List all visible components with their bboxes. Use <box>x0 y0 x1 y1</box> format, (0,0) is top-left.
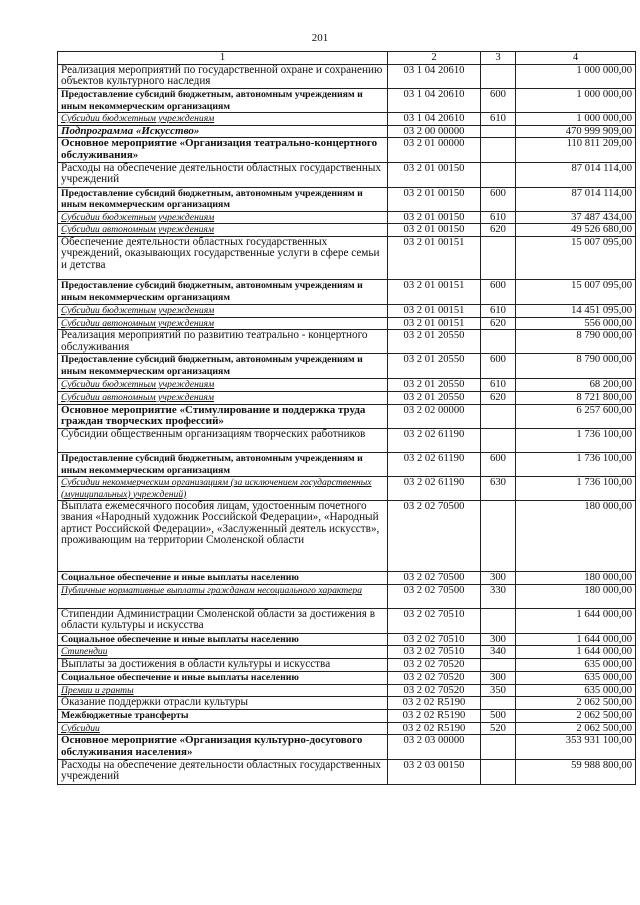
row-name: Реализация мероприятий по государственной охране и сохранению объектов культурного наследия <box>58 65 388 89</box>
row-name: Стипендии <box>58 646 388 659</box>
row-code: 03 2 02 00000 <box>388 404 481 428</box>
row-amount: 87 014 114,00 <box>516 187 636 211</box>
table-row <box>58 211 636 224</box>
row-amount: 1 000 000,00 <box>516 65 636 89</box>
row-code: 03 2 02 R5190 <box>388 697 481 710</box>
table-row <box>58 392 636 405</box>
table-row <box>58 379 636 392</box>
table-row <box>58 608 636 633</box>
budget-table <box>57 51 636 785</box>
row-code: 03 2 01 00151 <box>388 317 481 330</box>
row-expense-type <box>481 65 516 89</box>
row-code: 03 2 00 00000 <box>388 125 481 138</box>
row-amount: 15 007 095,00 <box>516 237 636 280</box>
row-amount: 635 000,00 <box>516 659 636 672</box>
row-code: 03 2 01 20550 <box>388 379 481 392</box>
row-amount: 8 790 000,00 <box>516 354 636 379</box>
table-row <box>58 65 636 89</box>
row-name: Расходы на обеспечение деятельности областных государственных учреждений <box>58 759 388 784</box>
row-name: Субсидии <box>58 722 388 735</box>
row-code: 03 2 01 00151 <box>388 237 481 280</box>
table-row <box>58 453 636 477</box>
row-amount: 1 736 100,00 <box>516 477 636 501</box>
row-expense-type: 300 <box>481 572 516 585</box>
row-name: Субсидии автономным учреждениям <box>58 392 388 405</box>
row-amount: 353 931 100,00 <box>516 735 636 759</box>
row-amount: 180 000,00 <box>516 572 636 585</box>
table-header-row <box>58 52 636 65</box>
row-name: Расходы на обеспечение деятельности областных государственных учреждений <box>58 162 388 187</box>
row-expense-type <box>481 735 516 759</box>
row-amount: 1 000 000,00 <box>516 113 636 126</box>
header-col-4: 4 <box>516 52 636 65</box>
row-expense-type: 600 <box>481 89 516 113</box>
row-amount: 1 736 100,00 <box>516 429 636 453</box>
row-name: Основное мероприятие «Стимулирование и поддержка труда граждан творческих профессий» <box>58 404 388 428</box>
row-expense-type <box>481 138 516 162</box>
row-expense-type <box>481 125 516 138</box>
row-expense-type <box>481 330 516 354</box>
row-code: 03 2 02 61190 <box>388 477 481 501</box>
row-name: Предоставление субсидий бюджетным, автономным учреждениям и иным некоммерческим организациям <box>58 280 388 305</box>
row-amount: 2 062 500,00 <box>516 709 636 722</box>
row-code: 03 2 02 70510 <box>388 633 481 646</box>
row-name: Стипендии Администрации Смоленской области за достижения в области культуры и искусства <box>58 608 388 633</box>
table-row <box>58 501 636 572</box>
row-name: Подпрограмма «Искусство» <box>58 125 388 138</box>
row-amount: 1 736 100,00 <box>516 453 636 477</box>
row-expense-type: 300 <box>481 633 516 646</box>
table-row <box>58 162 636 187</box>
table-row <box>58 633 636 646</box>
table-row <box>58 477 636 501</box>
row-expense-type: 610 <box>481 305 516 318</box>
row-expense-type: 330 <box>481 584 516 608</box>
table-row <box>58 125 636 138</box>
row-expense-type <box>481 501 516 572</box>
row-expense-type: 610 <box>481 113 516 126</box>
row-expense-type: 350 <box>481 684 516 697</box>
row-code: 03 2 01 00151 <box>388 305 481 318</box>
table-row <box>58 187 636 211</box>
row-code: 03 2 02 61190 <box>388 429 481 453</box>
row-name: Реализация мероприятий по развитию театрально - концертного обслуживания <box>58 330 388 354</box>
row-name: Субсидии автономным учреждениям <box>58 224 388 237</box>
table-row <box>58 224 636 237</box>
row-expense-type: 610 <box>481 379 516 392</box>
table-row <box>58 138 636 162</box>
table-row <box>58 759 636 784</box>
row-code: 03 2 01 20550 <box>388 330 481 354</box>
row-amount: 87 014 114,00 <box>516 162 636 187</box>
row-expense-type: 610 <box>481 211 516 224</box>
row-code: 03 2 02 70520 <box>388 671 481 684</box>
row-code: 03 2 02 70500 <box>388 584 481 608</box>
row-code: 03 2 01 00150 <box>388 211 481 224</box>
row-expense-type: 300 <box>481 671 516 684</box>
row-amount: 8 790 000,00 <box>516 330 636 354</box>
row-amount: 1 644 000,00 <box>516 633 636 646</box>
row-name: Социальное обеспечение и иные выплаты населению <box>58 572 388 585</box>
row-amount: 470 999 909,00 <box>516 125 636 138</box>
row-amount: 110 811 209,00 <box>516 138 636 162</box>
row-name: Обеспечение деятельности областных государственных учреждений, оказывающих государственные услуги в сфере семьи и детства <box>58 237 388 280</box>
row-expense-type <box>481 237 516 280</box>
table-row <box>58 429 636 453</box>
row-name: Социальное обеспечение и иные выплаты населению <box>58 633 388 646</box>
row-amount: 180 000,00 <box>516 584 636 608</box>
row-code: 03 2 01 00150 <box>388 187 481 211</box>
row-expense-type: 600 <box>481 354 516 379</box>
row-code: 03 2 01 00151 <box>388 280 481 305</box>
table-row <box>58 735 636 759</box>
row-code: 03 2 01 00150 <box>388 224 481 237</box>
table-row <box>58 305 636 318</box>
row-code: 03 2 01 00150 <box>388 162 481 187</box>
row-amount: 68 200,00 <box>516 379 636 392</box>
row-expense-type: 340 <box>481 646 516 659</box>
row-expense-type: 620 <box>481 224 516 237</box>
table-row <box>58 671 636 684</box>
row-code: 03 2 01 20550 <box>388 392 481 405</box>
row-amount: 556 000,00 <box>516 317 636 330</box>
row-name: Субсидии бюджетным учреждениям <box>58 113 388 126</box>
row-code: 03 1 04 20610 <box>388 89 481 113</box>
row-amount: 14 451 095,00 <box>516 305 636 318</box>
row-name: Основное мероприятие «Организация театрально-концертного обслуживания» <box>58 138 388 162</box>
row-amount: 1 000 000,00 <box>516 89 636 113</box>
row-expense-type <box>481 659 516 672</box>
row-name: Субсидии некоммерческим организациям (за исключением государственных (муниципальных) учреждений) <box>58 477 388 501</box>
row-code: 03 2 02 70500 <box>388 572 481 585</box>
row-name: Субсидии бюджетным учреждениям <box>58 379 388 392</box>
row-name: Предоставление субсидий бюджетным, автономным учреждениям и иным некоммерческим организациям <box>58 354 388 379</box>
header-col-1: 1 <box>58 52 388 65</box>
row-amount: 1 644 000,00 <box>516 608 636 633</box>
row-code: 03 2 02 70500 <box>388 501 481 572</box>
row-code: 03 2 03 00000 <box>388 735 481 759</box>
row-code: 03 2 02 70510 <box>388 608 481 633</box>
row-code: 03 2 02 61190 <box>388 453 481 477</box>
table-row <box>58 404 636 428</box>
row-name: Субсидии бюджетным учреждениям <box>58 211 388 224</box>
row-name: Публичные нормативные выплаты гражданам несоциального характера <box>58 584 388 608</box>
row-amount: 2 062 500,00 <box>516 722 636 735</box>
table-row <box>58 572 636 585</box>
row-expense-type <box>481 759 516 784</box>
row-name: Субсидии бюджетным учреждениям <box>58 305 388 318</box>
row-name: Субсидии автономным учреждениям <box>58 317 388 330</box>
table-row <box>58 89 636 113</box>
row-amount: 15 007 095,00 <box>516 280 636 305</box>
row-name: Основное мероприятие «Организация культурно-досугового обслуживания населения» <box>58 735 388 759</box>
table-row <box>58 722 636 735</box>
row-amount: 59 988 800,00 <box>516 759 636 784</box>
header-col-2: 2 <box>388 52 481 65</box>
row-name: Предоставление субсидий бюджетным, автономным учреждениям и иным некоммерческим организациям <box>58 453 388 477</box>
row-amount: 2 062 500,00 <box>516 697 636 710</box>
row-name: Межбюджетные трансферты <box>58 709 388 722</box>
row-expense-type: 620 <box>481 392 516 405</box>
row-name: Выплаты за достижения в области культуры и искусства <box>58 659 388 672</box>
row-amount: 1 644 000,00 <box>516 646 636 659</box>
row-expense-type: 600 <box>481 187 516 211</box>
table-row <box>58 317 636 330</box>
row-expense-type: 630 <box>481 477 516 501</box>
row-amount: 180 000,00 <box>516 501 636 572</box>
budget-table-body <box>58 52 636 785</box>
row-code: 03 2 02 70510 <box>388 646 481 659</box>
row-name: Предоставление субсидий бюджетным, автономным учреждениям и иным некоммерческим организациям <box>58 89 388 113</box>
row-amount: 635 000,00 <box>516 671 636 684</box>
row-amount: 6 257 600,00 <box>516 404 636 428</box>
row-code: 03 2 03 00150 <box>388 759 481 784</box>
row-amount: 635 000,00 <box>516 684 636 697</box>
table-row <box>58 697 636 710</box>
table-row <box>58 330 636 354</box>
row-expense-type <box>481 429 516 453</box>
row-amount: 37 487 434,00 <box>516 211 636 224</box>
row-code: 03 1 04 20610 <box>388 113 481 126</box>
row-expense-type: 620 <box>481 317 516 330</box>
row-expense-type: 600 <box>481 453 516 477</box>
row-expense-type: 520 <box>481 722 516 735</box>
row-name: Предоставление субсидий бюджетным, автономным учреждениям и иным некоммерческим организациям <box>58 187 388 211</box>
table-row <box>58 684 636 697</box>
row-amount: 8 721 800,00 <box>516 392 636 405</box>
row-expense-type: 500 <box>481 709 516 722</box>
row-expense-type: 600 <box>481 280 516 305</box>
row-name: Социальное обеспечение и иные выплаты населению <box>58 671 388 684</box>
row-code: 03 2 02 70520 <box>388 659 481 672</box>
table-row <box>58 584 636 608</box>
page-number: 201 <box>311 32 329 44</box>
row-amount: 49 526 680,00 <box>516 224 636 237</box>
table-row <box>58 646 636 659</box>
row-code: 03 2 02 R5190 <box>388 722 481 735</box>
row-code: 03 2 01 00000 <box>388 138 481 162</box>
row-name: Премии и гранты <box>58 684 388 697</box>
table-row <box>58 354 636 379</box>
table-row <box>58 113 636 126</box>
table-row <box>58 280 636 305</box>
row-name: Выплата ежемесячного пособия лицам, удостоенным почетного звания «Народный художник Российской Федерации», «Народный артист Российской Федерации», «Заслуженный деятель искусств», проживающим на территории Смоленской области <box>58 501 388 572</box>
row-name: Субсидии общественным организациям творческих работников <box>58 429 388 453</box>
row-expense-type <box>481 697 516 710</box>
row-name: Оказание поддержки отрасли культуры <box>58 697 388 710</box>
table-row <box>58 709 636 722</box>
row-expense-type <box>481 608 516 633</box>
row-expense-type <box>481 162 516 187</box>
row-expense-type <box>481 404 516 428</box>
row-code: 03 2 02 70520 <box>388 684 481 697</box>
header-col-3: 3 <box>481 52 516 65</box>
row-code: 03 2 02 R5190 <box>388 709 481 722</box>
row-code: 03 2 01 20550 <box>388 354 481 379</box>
row-code: 03 1 04 20610 <box>388 65 481 89</box>
table-row <box>58 659 636 672</box>
table-row <box>58 237 636 280</box>
